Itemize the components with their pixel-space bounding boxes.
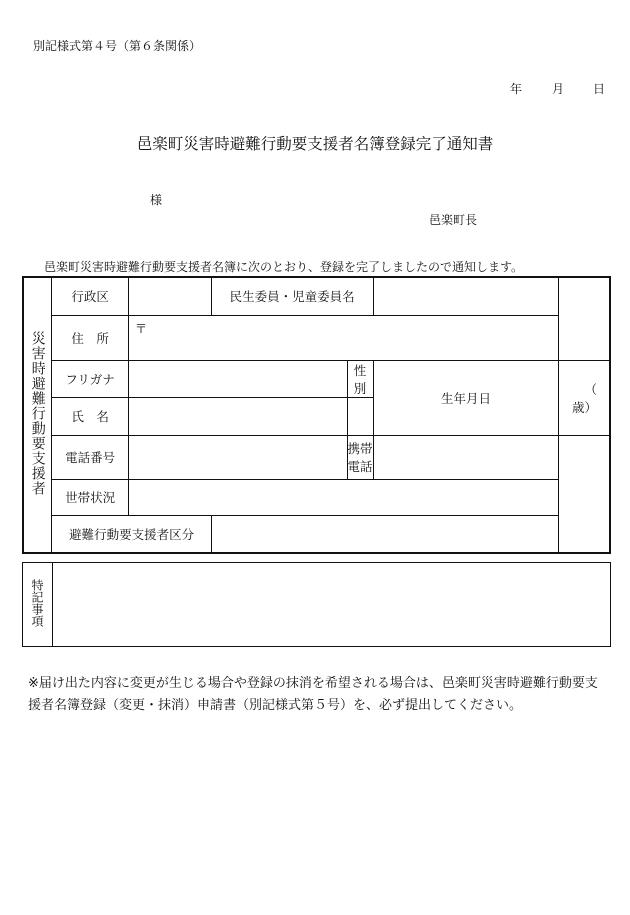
registration-table: [22, 276, 623, 554]
side-label-cell: [23, 277, 52, 553]
document-title: 邑楽町災害時避難行動要支援者名簿登録完了通知書: [136, 135, 494, 153]
district-label: 行政区: [52, 277, 128, 315]
phone-value: [128, 435, 347, 479]
furigana-value: [128, 360, 347, 397]
gender-value: [347, 397, 373, 435]
special-notes-label-cell: [23, 563, 53, 647]
name-value: [128, 397, 347, 435]
intro-text: 邑楽町災害時避難行動要支援者名簿に次のとおり、登録を完了しましたので通知します。: [44, 260, 524, 274]
household-value: [128, 479, 559, 515]
birthdate-label: 生年月日: [373, 360, 559, 435]
category-label: 避難行動要支援者区分: [52, 515, 211, 553]
special-notes-value: [52, 563, 610, 647]
gender-label: 性 別: [347, 360, 373, 397]
welfare-officer-value: [373, 277, 559, 315]
age-label: （ 歳）: [571, 381, 623, 415]
mobile-value: [373, 435, 559, 479]
address-label: 住 所: [52, 315, 128, 360]
date-month-label: 月: [552, 82, 565, 96]
name-label: 氏 名: [52, 397, 128, 435]
addressee-suffix: 様: [150, 193, 163, 207]
address-value: [128, 315, 559, 360]
furigana-label: フリガナ: [52, 360, 128, 397]
special-notes-label: 特記事項: [29, 579, 44, 627]
date-year-label: 年: [510, 82, 523, 96]
postal-mark: 〒: [134, 320, 148, 336]
district-value: [128, 277, 211, 315]
side-label: 災害時避難行動要支援者: [29, 331, 46, 496]
footer-note: ※届け出た内容に変更が生じる場合や登録の抹消を希望される場合は、邑楽町災害時避難行動要支援者名簿登録（変更・抹消）申請書（別記様式第５号）を、必ず提出してください。: [28, 676, 598, 713]
birthdate-value: [559, 360, 623, 435]
mobile-label: 携帯電話: [347, 435, 373, 479]
category-value: [211, 515, 559, 553]
issuer-name: 邑楽町長: [429, 213, 478, 227]
form-number: 別記様式第４号（第６条関係）: [33, 39, 202, 53]
phone-label: 電話番号: [52, 435, 128, 479]
special-notes-table: [22, 562, 611, 647]
welfare-officer-label: 民生委員・児童委員名: [211, 277, 373, 315]
household-label: 世帯状況: [52, 479, 128, 515]
date-day-label: 日: [593, 82, 606, 96]
